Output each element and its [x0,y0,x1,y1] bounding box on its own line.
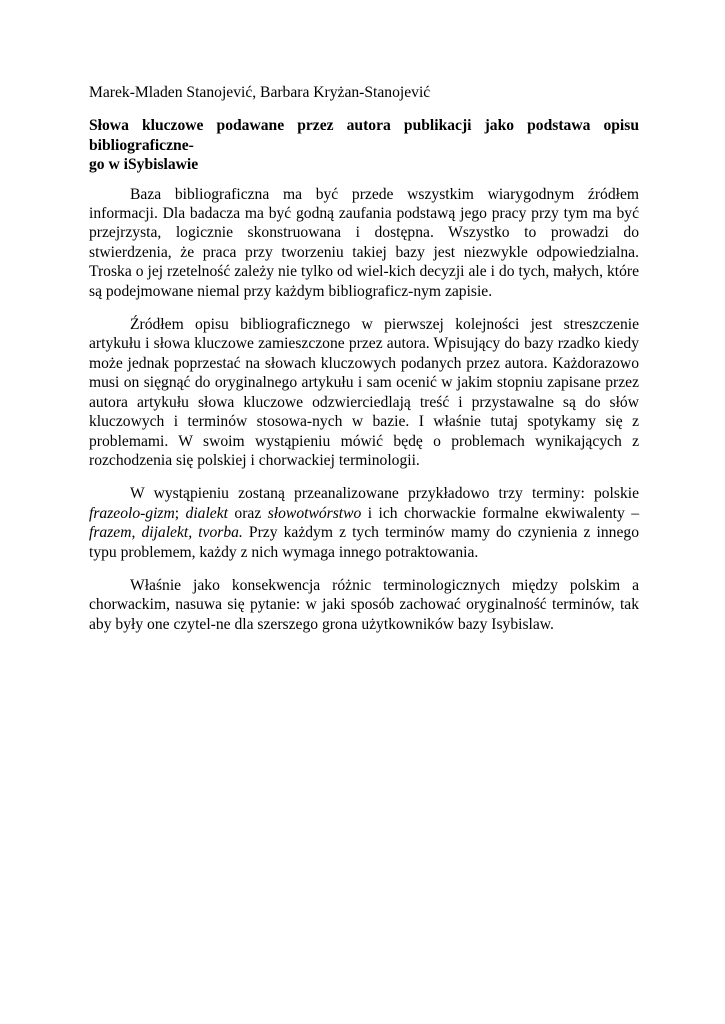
paragraph-2: Źródłem opisu bibliograficznego w pierwszej kolejności jest streszczenie artykułu i słowa kluczowe zamieszczone przez autora. Wpisujący do bazy rzadko kiedy może jednak poprzestać na słowach kluczowych podanych przez autora. Każdorazowo musi on sięgnąć do oryginalnego artykułu i sam ocenić w jakim stopniu zapisane przez autora artykułu słowa kluczowe odzwierciedlają treść i przystawalne są do słów kluczowych i terminów stosowa-nych w bazie. I właśnie tutaj spotykamy się z problemami. W swoim wystąpieniu mówić będę o problemach wynikających z rozchodzenia się polskiej i chorwackiej terminologii. [89,316,639,469]
paragraph-4: Właśnie jako konsekwencja różnic terminologicznych między polskim a chorwackim, nasuwa się pytanie: w jaki sposób zachować oryginalność terminów, tak aby były one czytel-ne dla szerszego grona użytkowników bazy Isybislaw. [89,576,639,633]
term-slowotworstwo: słowotwórstwo [267,504,362,522]
paragraph-3-text: ; [174,504,186,522]
paragraph-3-text: Przy każdym z tych terminów mamy do czynienia z innego typu problemem, każdy z nich wymaga innego potraktowania. [89,524,639,561]
croatian-terms: frazem, dijalekt, tvorba. [89,524,243,542]
paragraph-1: Baza bibliograficzna ma być przede wszystkim wiarygodnym źródłem informacji. Dla badacza ma być godną zaufania podstawą jego pracy przy tym ma być przejrzysta, logicznie skonstruowana i dostępna. Wszystko to prowadzi do stwierdzenia, że praca przy tworzeniu takiej bazy jest niezwykle odpowiedzialna. Troska o jej rzetelność zależy nie tylko od wiel-kich decyzji ale i do tych, małych, które są podejmowane niemal przy każdym bibliograficz-nym zapisie. [89,185,639,300]
document-page [89,83,639,634]
paragraph-3-text: i ich chorwackie formalne ekwiwalenty – [361,504,639,522]
term-frazeologizm: frazeolo-gizm [89,504,175,522]
paragraph-3-text: W wystąpieniu zostaną przeanalizowane przykładowo trzy terminy: polskie [130,485,639,503]
paragraph-3-text: oraz [227,504,268,522]
document-title [89,116,639,174]
authors-line: Marek-Mladen Stanojević, Barbara Kryżan-Stanojević [89,84,431,101]
term-dialekt: dialekt [185,504,228,522]
paragraph-3 [89,484,639,562]
title-line-1: Słowa kluczowe podawane przez autora publikacji jako podstawa opisu bibliograficzne- [89,117,639,154]
title-line-2: go w iSybislawie [89,156,199,174]
